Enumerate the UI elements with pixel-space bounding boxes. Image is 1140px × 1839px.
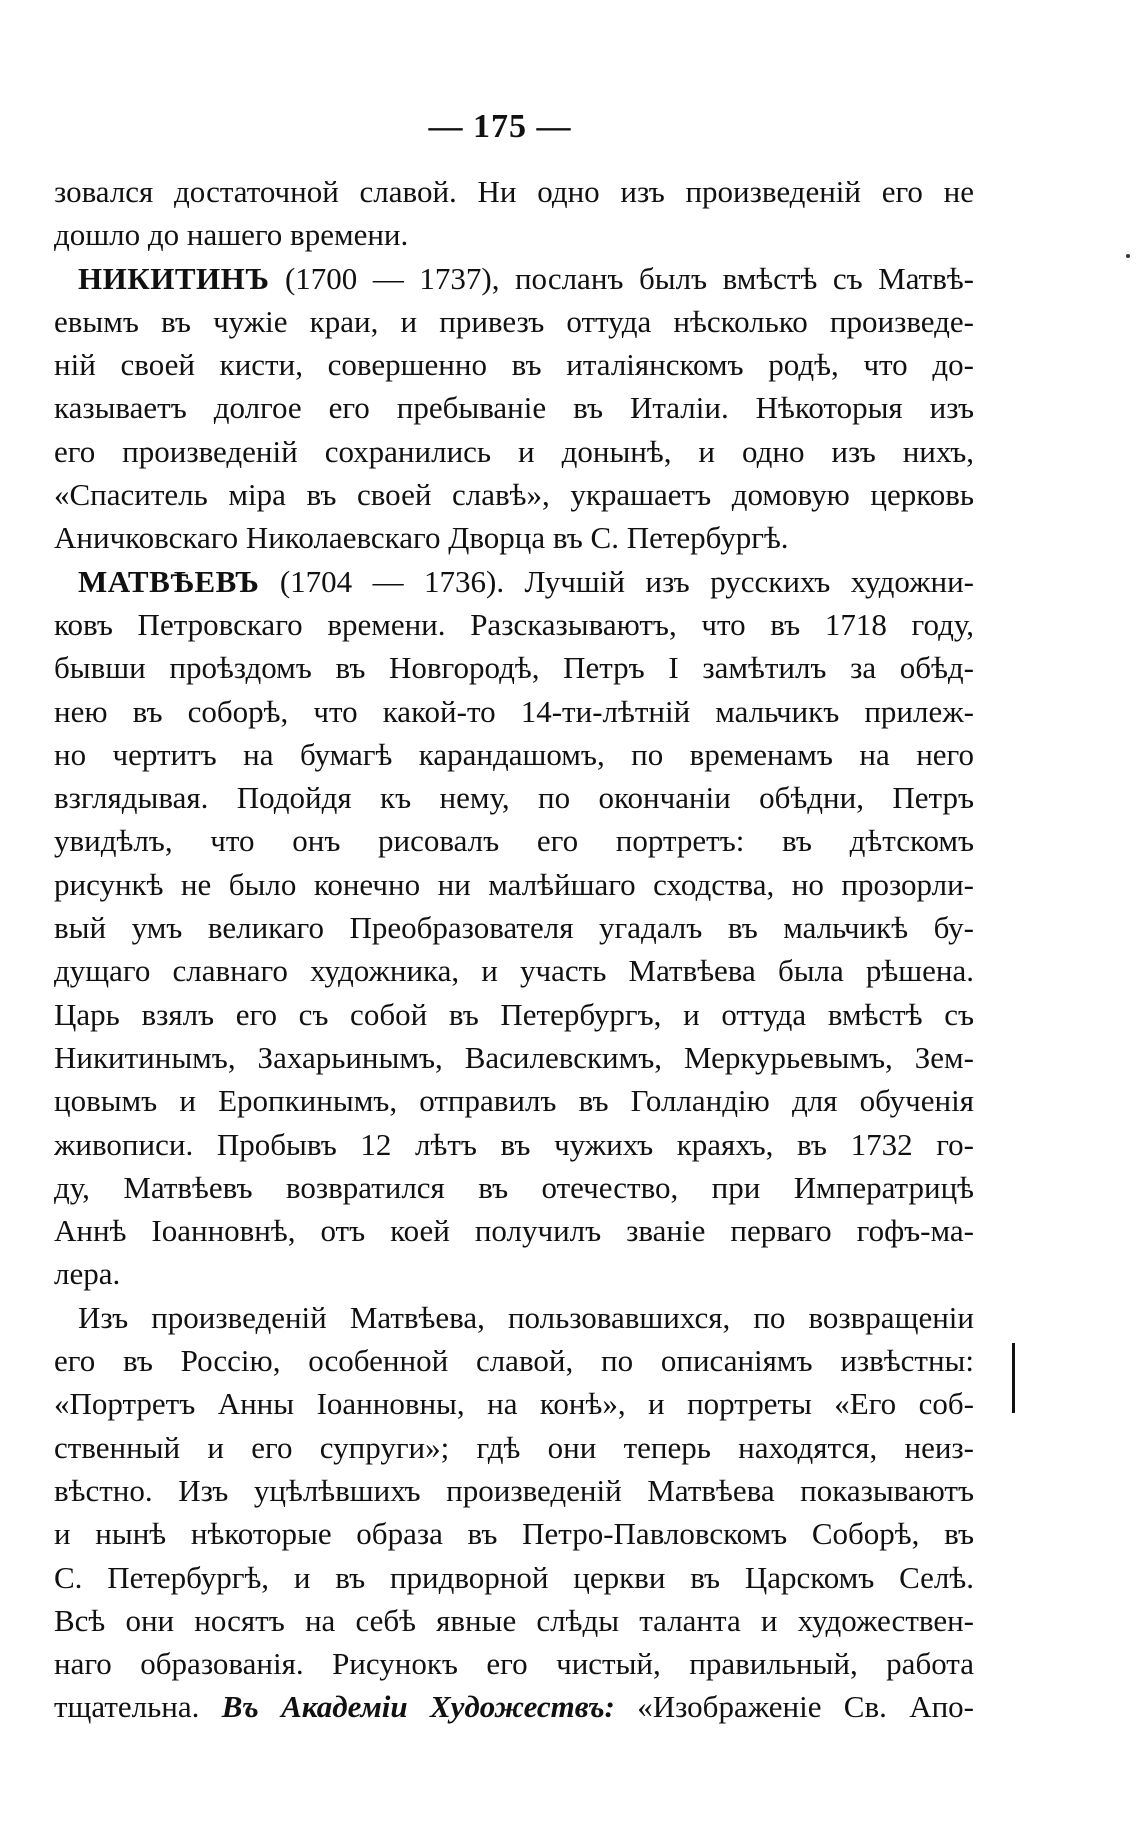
text-line: Царь взялъ его съ собой въ Петербургъ, и оттуда вмѣстѣ съ [54,996,974,1032]
text-line: бывши проѣздомъ въ Новгородѣ, Петръ I замѣтилъ за обѣд- [54,650,974,686]
margin-vertical-mark [1012,1343,1015,1413]
body-text [54,170,974,1729]
text-line: ду, Матвѣевъ возвратился въ отечество, при Императрицѣ [54,1169,974,1205]
text-line: наго образованiя. Рисунокъ его чистый, правильный, работа [54,1646,974,1682]
text-line: дущаго славнаго художника, и участь Матвѣева была рѣшена. [54,953,974,989]
text-line: но чертитъ на бумагѣ карандашомъ, по временамъ на него [54,736,974,772]
text-fragment: тщательна. [54,1689,200,1725]
text-line: С. Петербургѣ, и въ придворной церкви въ Царскомъ Селѣ. [54,1559,974,1595]
text-line: взглядывая. Подойдя къ нему, по окончанiи обѣдни, Петръ [54,780,974,816]
text-line: лера. [54,1256,121,1292]
text-fragment: (1700 — 1737), посланъ былъ вмѣстѣ съ Матвѣ- [269,260,974,296]
text-line: нiй своей кисти, совершенно въ италiянскомъ родѣ, что до- [54,347,974,383]
text-line: Изъ произведенiй Матвѣева, пользовавшихся, по возвращенiи [78,1299,974,1335]
text-line: нею въ соборѣ, что какой-то 14-ти-лѣтнiй мальчикъ прилеж- [54,693,974,729]
page-number: — 175 — [428,108,572,145]
text-line: и нынѣ нѣкоторые образа въ Петро-Павловскомъ Соборѣ, въ [54,1516,974,1552]
artist-name-matveev: МАТВѢЕВЪ [78,563,260,599]
text-line: живописи. Пробывъ 12 лѣтъ въ чужихъ краяхъ, въ 1732 го- [54,1126,974,1162]
text-line: Никитинымъ, Захарьинымъ, Василевскимъ, Меркурьевымъ, Зем- [54,1039,974,1075]
text-line: цовымъ и Еропкинымъ, отправилъ въ Голландiю для обученiя [54,1083,974,1119]
text-line: Всѣ они носятъ на себѣ явные слѣды таланта и художествен- [54,1602,974,1638]
text-fragment: «Изображенiе Св. Апо- [614,1689,974,1725]
text-line [54,560,974,603]
text-line [54,1685,974,1728]
artist-name-nikitin: НИКИТИНЪ [78,260,270,296]
academy-reference: Въ Академiи Художествъ: [221,1689,615,1725]
text-line: вый умъ великаго Преобразователя угадалъ въ мальчикѣ бу- [54,910,974,946]
text-line: увидѣлъ, что онъ рисовалъ его портретъ: въ дѣтскомъ [54,823,974,859]
margin-speck [1126,254,1130,258]
text-line: «Портретъ Анны Iоанновны, на конѣ», и портреты «Его соб- [54,1386,974,1422]
text-line: зовался достаточной славой. Ни одно изъ произведенiй его не [54,174,974,209]
text-line: «Спаситель мiра въ своей славѣ», украшаетъ домовую церковь [54,477,974,513]
text-line: его произведенiй сохранились и донынѣ, и одно изъ нихъ, [54,433,974,469]
text-line: ственный и его супруги»; гдѣ они теперь находятся, неиз- [54,1429,974,1465]
text-line: Аничковскаго Николаевскаго Дворца въ С. Петербургѣ. [54,520,789,556]
text-fragment: (1704 — 1736). Лучшiй изъ русскихъ художни- [259,563,974,599]
text-line: его въ Россiю, особенной славой, по описанiямъ извѣстны: [54,1343,974,1379]
text-line: дошло до нашего времени. [54,217,409,253]
text-line: евымъ въ чужiе краи, и привезъ оттуда нѣсколько произведе- [54,303,974,339]
text-line: рисункѣ не было конечно ни малѣйшаго сходства, но прозорли- [54,866,974,902]
text-line: ковъ Петровскаго времени. Разсказываютъ, что въ 1718 году, [54,606,974,642]
text-line: Аннѣ Iоанновнѣ, отъ коей получилъ званiе перваго гофъ-ма- [54,1213,974,1249]
text-line: вѣстно. Изъ уцѣлѣвшихъ произведенiй Матвѣева показываютъ [54,1472,974,1508]
text-line: казываетъ долгое его пребыванiе въ Италiи. Нѣкоторыя изъ [54,390,974,426]
text-line [54,257,974,300]
